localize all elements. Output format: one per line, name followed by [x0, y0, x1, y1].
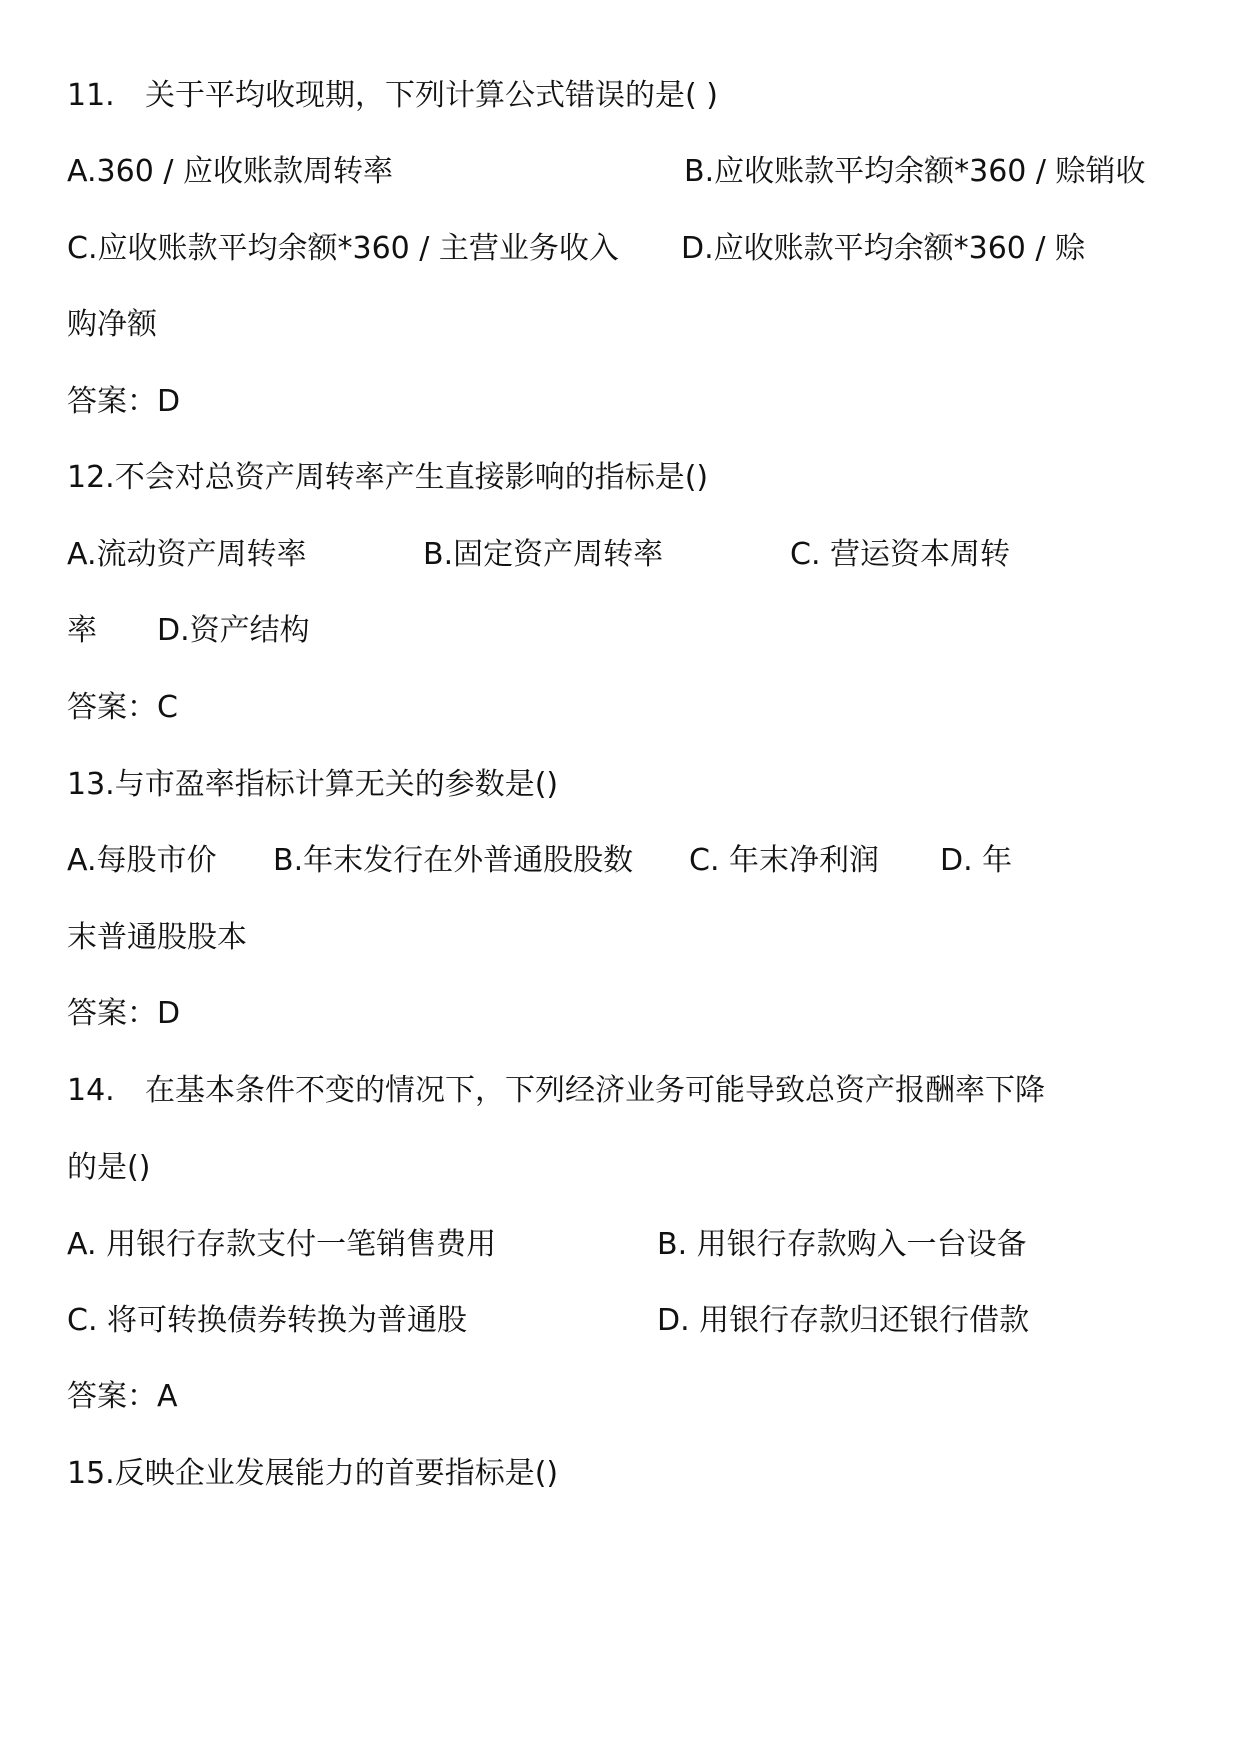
option-d: D.应收账款平均余额*360 / 赊 [681, 231, 1086, 266]
question-number: 14. [67, 1073, 115, 1108]
question-14-options-cd [0, 1299, 1239, 1343]
question-11-options-cd [0, 227, 1239, 271]
question-13-answer [0, 992, 1239, 1036]
question-11-options-ab [0, 150, 1239, 194]
question-12-stem-line [0, 456, 1239, 500]
option-b: B.固定资产周转率 [423, 537, 664, 572]
question-11-answer [0, 380, 1239, 424]
question-14-answer [0, 1375, 1239, 1419]
option-d-continuation: 购净额 [67, 307, 157, 342]
option-c: C. 将可转换债券转换为普通股 [67, 1303, 468, 1338]
option-c: C. 年末净利润 [689, 843, 880, 878]
option-d-continuation: 末普通股股本 [67, 920, 247, 955]
option-c: C. 营运资本周转 [790, 537, 1011, 572]
question-13-stem-line [0, 763, 1239, 807]
option-b: B. 用银行存款购入一台设备 [657, 1227, 1027, 1262]
question-11-option-d-cont [0, 303, 1239, 347]
option-c: C.应收账款平均余额*360 / 主营业务收入 [67, 231, 619, 266]
option-d: D. 用银行存款归还银行借款 [657, 1303, 1030, 1338]
question-stem: 关于平均收现期，下列计算公式错误的是( ) [145, 78, 718, 113]
question-stem-continuation: 的是() [67, 1150, 151, 1185]
question-14-stem-cont [0, 1146, 1239, 1190]
question-number: 11. [67, 78, 115, 113]
option-c-continuation: 率 [67, 613, 97, 648]
answer-text: 答案：D [67, 996, 181, 1031]
answer-text: 答案：A [67, 1379, 178, 1414]
question-14-stem-line [0, 1069, 1239, 1113]
option-b: B.应收账款平均余额*360 / 赊销收 [684, 154, 1146, 189]
question-stem: 12.不会对总资产周转率产生直接影响的指标是() [67, 460, 709, 495]
question-12-options-cont [0, 609, 1239, 653]
question-14-options-ab [0, 1223, 1239, 1267]
option-d: D.资产结构 [157, 613, 310, 648]
option-d: D. 年 [940, 843, 1013, 878]
option-b: B.年末发行在外普通股股数 [273, 843, 634, 878]
question-stem: 13.与市盈率指标计算无关的参数是() [67, 767, 559, 802]
question-13-options [0, 839, 1239, 883]
question-15-stem-line [0, 1452, 1239, 1496]
answer-text: 答案：D [67, 384, 181, 419]
option-a: A.流动资产周转率 [67, 537, 307, 572]
option-a: A.360 / 应收账款周转率 [67, 154, 393, 189]
question-12-answer [0, 686, 1239, 730]
question-stem: 在基本条件不变的情况下，下列经济业务可能导致总资产报酬率下降 [145, 1073, 1045, 1108]
question-11-stem-line [0, 74, 1239, 118]
option-a: A. 用银行存款支付一笔销售费用 [67, 1227, 497, 1262]
question-stem: 15.反映企业发展能力的首要指标是() [67, 1456, 559, 1491]
question-13-option-d-cont [0, 916, 1239, 960]
option-a: A.每股市价 [67, 843, 217, 878]
answer-text: 答案：C [67, 690, 178, 725]
question-12-options [0, 533, 1239, 577]
